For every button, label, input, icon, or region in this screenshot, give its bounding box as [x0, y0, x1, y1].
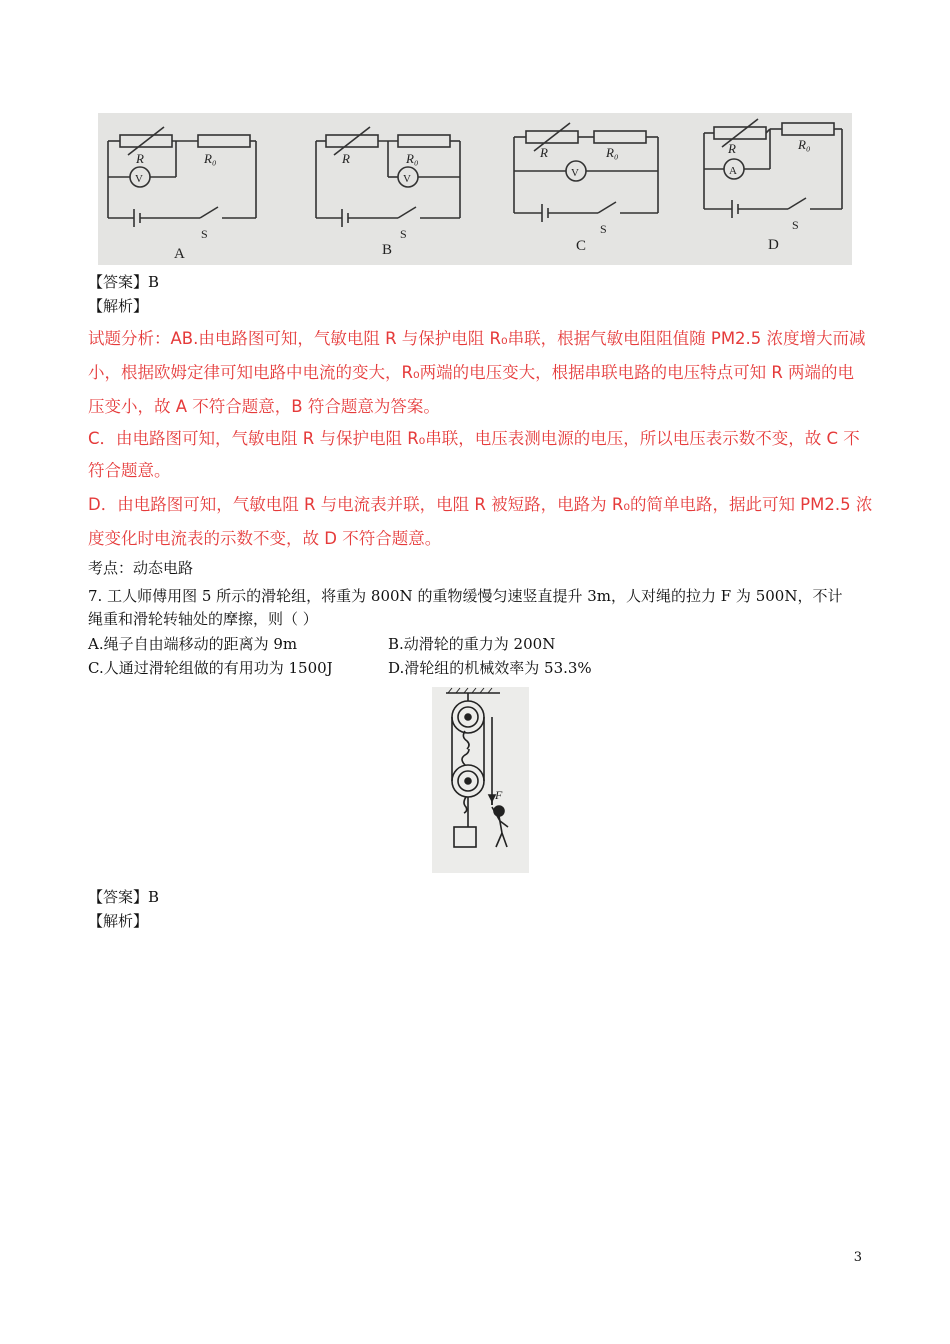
pulley-system-figure [432, 687, 529, 873]
q6-analysis-line-7: 度变化时电流表的示数不变，故 D 不符合题意。 [88, 529, 442, 548]
label-s-a: S [201, 227, 208, 241]
label-s-c: S [600, 222, 607, 236]
option-c-label: C [576, 238, 587, 254]
q7-stem-line-1: 7. 工人师傅用图 5 所示的滑轮组，将重为 800N 的重物缓慢匀速竖直提升 3m，人对绳的拉力 F 为 500N，不计 [88, 587, 843, 605]
label-r-b: R [342, 151, 350, 166]
label-v-b: V [403, 173, 411, 185]
q7-option-a: A.绳子自由端移动的距离为 9m [88, 635, 298, 653]
label-v-c: V [571, 167, 579, 179]
q6-analysis-line-1: 试题分析：AB.由电路图可知，气敏电阻 R 与保护电阻 R₀串联，根据气敏电阻阻值随 PM2.5 浓度增大而减 [88, 329, 866, 348]
circuit-b [316, 127, 460, 227]
label-r0-d: R₀ [798, 137, 811, 152]
q6-kaodian: 考点：动态电路 [88, 559, 194, 577]
q6-analysis-line-5: 符合题意。 [88, 461, 171, 480]
circuit-c [514, 123, 658, 222]
label-a-d: A [729, 165, 737, 177]
option-d-label: D [768, 237, 779, 253]
label-r0-c: R₀ [606, 145, 619, 160]
q7-analysis-header: 【解析】 [88, 912, 149, 930]
label-r-d: R [728, 141, 736, 156]
label-r0-a: R₀ [204, 151, 217, 166]
label-r-c: R [540, 145, 548, 160]
q6-answer: 【答案】B [88, 273, 160, 291]
q6-analysis-header: 【解析】 [88, 297, 149, 315]
circuit-d [704, 119, 842, 218]
label-r0-b: R₀ [406, 151, 419, 166]
page-number: 3 [853, 1250, 862, 1265]
circuit-a [108, 127, 256, 227]
circuit-diagrams-figure [98, 113, 852, 265]
pulley-system-svg [432, 687, 529, 873]
q7-option-c: C.人通过滑轮组做的有用功为 1500J [88, 659, 333, 677]
label-r-a: R [136, 151, 144, 166]
q6-analysis-line-2: 小，根据欧姆定律可知电路中电流的变大，R₀两端的电压变大，根据串联电路的电压特点可知 R 两端的电 [88, 363, 855, 382]
label-s-b: S [400, 227, 407, 241]
q6-analysis-line-3: 压变小，故 A 不符合题意，B 符合题意为答案。 [88, 397, 440, 416]
q7-stem-line-2: 绳重和滑轮转轴处的摩擦，则（ ） [88, 610, 318, 628]
label-v-a: V [135, 173, 143, 185]
label-s-d: S [792, 218, 799, 232]
heavy-block [454, 827, 476, 847]
q7-option-b: B.动滑轮的重力为 200N [388, 635, 556, 653]
option-a-label: A [174, 246, 185, 262]
option-b-label: B [382, 242, 393, 258]
q6-analysis-line-4: C．由电路图可知，气敏电阻 R 与保护电阻 R₀串联，电压表测电源的电压，所以电压表示数不变，故 C 不 [88, 429, 860, 448]
circuit-diagrams-svg [98, 113, 852, 265]
q7-option-d: D.滑轮组的机械效率为 53.3% [388, 659, 592, 677]
force-label-f: F [495, 788, 503, 802]
q6-analysis-line-6: D．由电路图可知，气敏电阻 R 与电流表并联，电阻 R 被短路，电路为 R₀的简单电路，据此可知 PM2.5 浓 [88, 495, 873, 514]
q7-answer: 【答案】B [88, 888, 160, 906]
